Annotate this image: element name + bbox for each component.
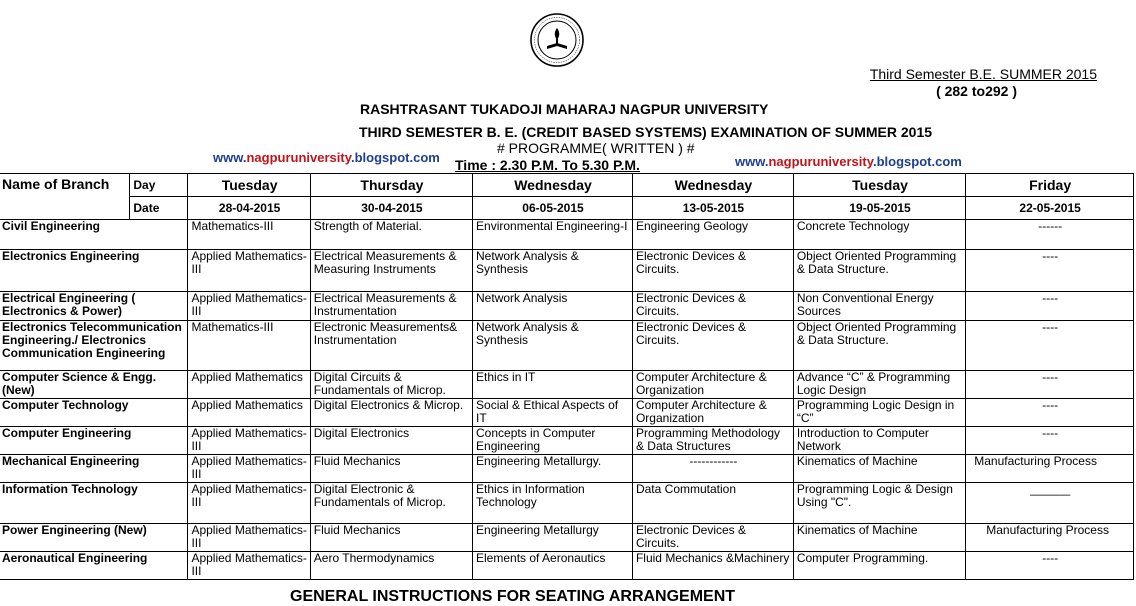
subject-cell: Computer Architecture & Organization xyxy=(632,399,793,427)
university-seal-icon xyxy=(529,12,585,68)
subject-cell: Introduction to Computer Network xyxy=(793,427,965,455)
subject-cell: Programming Logic Design in “C” xyxy=(793,399,965,427)
subject-cell: Ethics in Information Technology xyxy=(473,483,633,524)
table-row xyxy=(0,321,1134,371)
subject-cell: ------ xyxy=(966,220,1134,250)
subject-cell: Fluid Mechanics xyxy=(310,455,472,483)
subject-cell: Manufacturing Process xyxy=(966,455,1134,483)
day-header: Wednesday xyxy=(632,174,793,197)
header-day-row xyxy=(0,174,1134,197)
footer-heading: GENERAL INSTRUCTIONS FOR SEATING ARRANGEMENT xyxy=(290,588,736,605)
subject-cell: Ethics in IT xyxy=(473,371,633,399)
subject-cell: Engineering Geology xyxy=(632,220,793,250)
branch-name: Electrical Engineering ( Electronics & Power) xyxy=(0,292,188,321)
subject-cell: Strength of Material. xyxy=(310,220,472,250)
subject-cell: Environmental Engineering-I xyxy=(473,220,633,250)
subject-cell: ---- xyxy=(966,427,1134,455)
table-row xyxy=(0,455,1134,483)
subject-cell: Applied Mathematics-III xyxy=(188,483,310,524)
branch-name: Electronics Telecommunication Engineering./ Electronics Communication Engineering xyxy=(0,321,188,371)
subject-cell: Applied Mathematics xyxy=(188,371,310,399)
date-label: Date xyxy=(130,197,188,220)
branch-name: Computer Technology xyxy=(0,399,188,427)
subject-cell: Aero Thermodynamics xyxy=(310,552,472,580)
subject-cell: Programming Methodology & Data Structures xyxy=(632,427,793,455)
subject-cell: Kinematics of Machine xyxy=(793,455,965,483)
day-header: Tuesday xyxy=(188,174,310,197)
table-row xyxy=(0,524,1134,552)
branch-name: Civil Engineering xyxy=(0,220,188,250)
day-header: Tuesday xyxy=(793,174,965,197)
subject-cell: Engineering Metallurgy. xyxy=(473,455,633,483)
subject-cell: Applied Mathematics-III xyxy=(188,427,310,455)
subject-cell: Object Oriented Programming & Data Structure. xyxy=(793,321,965,371)
subject-cell: Network Analysis xyxy=(473,292,633,321)
code-range: ( 282 to292 ) xyxy=(936,83,1017,99)
subject-cell: Non Conventional Energy Sources xyxy=(793,292,965,321)
table-row xyxy=(0,399,1134,427)
subject-cell: Object Oriented Programming & Data Structure. xyxy=(793,250,965,292)
subject-cell: Mathematics-III xyxy=(188,220,310,250)
branch-name: Mechanical Engineering xyxy=(0,455,188,483)
header-date-row xyxy=(0,197,1134,220)
date-header: 28-04-2015 xyxy=(188,197,310,220)
subject-cell: Digital Electronic & Fundamentals of Microp. xyxy=(310,483,472,524)
date-header: 22-05-2015 xyxy=(966,197,1134,220)
table-row xyxy=(0,552,1134,580)
branch-header: Name of Branch xyxy=(0,174,130,220)
subject-cell: Fluid Mechanics &Machinery xyxy=(632,552,793,580)
day-header: Thursday xyxy=(310,174,472,197)
subject-cell: Computer Programming. xyxy=(793,552,965,580)
subject-cell: Electronic Devices & Circuits. xyxy=(632,524,793,552)
subject-cell: Digital Electronics xyxy=(310,427,472,455)
subject-cell: Mathematics-III xyxy=(188,321,310,371)
branch-name: Computer Science & Engg. (New) xyxy=(0,371,188,399)
schedule-body xyxy=(0,220,1134,580)
subject-cell: Computer Architecture & Organization xyxy=(632,371,793,399)
subject-cell: Network Analysis & Synthesis xyxy=(473,321,633,371)
date-header: 13-05-2015 xyxy=(632,197,793,220)
day-header: Wednesday xyxy=(473,174,633,197)
exam-title: THIRD SEMESTER B. E. (CREDIT BASED SYSTEMS) EXAMINATION OF SUMMER 2015 xyxy=(359,124,933,140)
subject-cell: Electrical Measurements & Measuring Instruments xyxy=(310,250,472,292)
subject-cell: Data Commutation xyxy=(632,483,793,524)
subject-cell: Electrical Measurements & Instrumentation xyxy=(310,292,472,321)
subject-cell: Applied Mathematics-III xyxy=(188,292,310,321)
semester-info xyxy=(820,66,1097,100)
branch-name: Aeronautical Engineering xyxy=(0,552,188,580)
subject-cell: ---- xyxy=(966,250,1134,292)
subject-cell: Digital Circuits & Fundamentals of Microp. xyxy=(310,371,472,399)
subject-cell: Elements of Aeronautics xyxy=(473,552,633,580)
date-header: 30-04-2015 xyxy=(310,197,472,220)
subject-cell: Electronic Measurements& Instrumentation xyxy=(310,321,472,371)
branch-name: Information Technology xyxy=(0,483,188,524)
subject-cell: Kinematics of Machine xyxy=(793,524,965,552)
subject-cell: ---- xyxy=(966,399,1134,427)
subject-cell: Digital Electronics & Microp. xyxy=(310,399,472,427)
subject-cell: Programming Logic & Design Using "C". xyxy=(793,483,965,524)
subject-cell: Applied Mathematics-III xyxy=(188,455,310,483)
branch-name: Power Engineering (New) xyxy=(0,524,188,552)
subject-cell: ______ xyxy=(966,483,1134,524)
blog-link-right[interactable]: www.nagpuruniversity.blogspot.com xyxy=(735,154,962,169)
branch-name: Electronics Engineering xyxy=(0,250,188,292)
branch-name: Computer Engineering xyxy=(0,427,188,455)
subject-cell: ---- xyxy=(966,321,1134,371)
subject-cell: Electronic Devices & Circuits. xyxy=(632,321,793,371)
semester-line: Third Semester B.E. SUMMER 2015 xyxy=(869,66,1097,82)
table-row xyxy=(0,427,1134,455)
programme-label: # PROGRAMME( WRITTEN ) # xyxy=(497,140,695,156)
table-row xyxy=(0,292,1134,321)
table-row xyxy=(0,250,1134,292)
day-header: Friday xyxy=(966,174,1134,197)
subject-cell: Electronic Devices & Circuits. xyxy=(632,292,793,321)
subject-cell: Applied Mathematics xyxy=(188,399,310,427)
subject-cell: ------------ xyxy=(632,455,793,483)
table-row xyxy=(0,371,1134,399)
subject-cell: Engineering Metallurgy xyxy=(473,524,633,552)
day-label: Day xyxy=(130,174,188,197)
exam-time: Time : 2.30 P.M. To 5.30 P.M. xyxy=(455,157,640,173)
date-header: 06-05-2015 xyxy=(473,197,633,220)
subject-cell: ---- xyxy=(966,292,1134,321)
subject-cell: ---- xyxy=(966,371,1134,399)
subject-cell: Applied Mathematics-III xyxy=(188,250,310,292)
subject-cell: Fluid Mechanics xyxy=(310,524,472,552)
subject-cell: Electronic Devices & Circuits. xyxy=(632,250,793,292)
table-row xyxy=(0,220,1134,250)
subject-cell: Applied Mathematics-III xyxy=(188,552,310,580)
blog-link-left[interactable]: www.nagpuruniversity.blogspot.com xyxy=(213,150,440,165)
subject-cell: Network Analysis & Synthesis xyxy=(473,250,633,292)
subject-cell: ---- xyxy=(966,552,1134,580)
subject-cell: Advance “C” & Programming Logic Design xyxy=(793,371,965,399)
subject-cell: Concepts in Computer Engineering xyxy=(473,427,633,455)
subject-cell: Concrete Technology xyxy=(793,220,965,250)
table-row xyxy=(0,483,1134,524)
date-header: 19-05-2015 xyxy=(793,197,965,220)
subject-cell: Social & Ethical Aspects of IT xyxy=(473,399,633,427)
university-name: RASHTRASANT TUKADOJI MAHARAJ NAGPUR UNIVERSITY xyxy=(360,101,769,117)
subject-cell: Manufacturing Process xyxy=(966,524,1134,552)
subject-cell: Applied Mathematics-III xyxy=(188,524,310,552)
exam-schedule-table xyxy=(0,173,1134,580)
